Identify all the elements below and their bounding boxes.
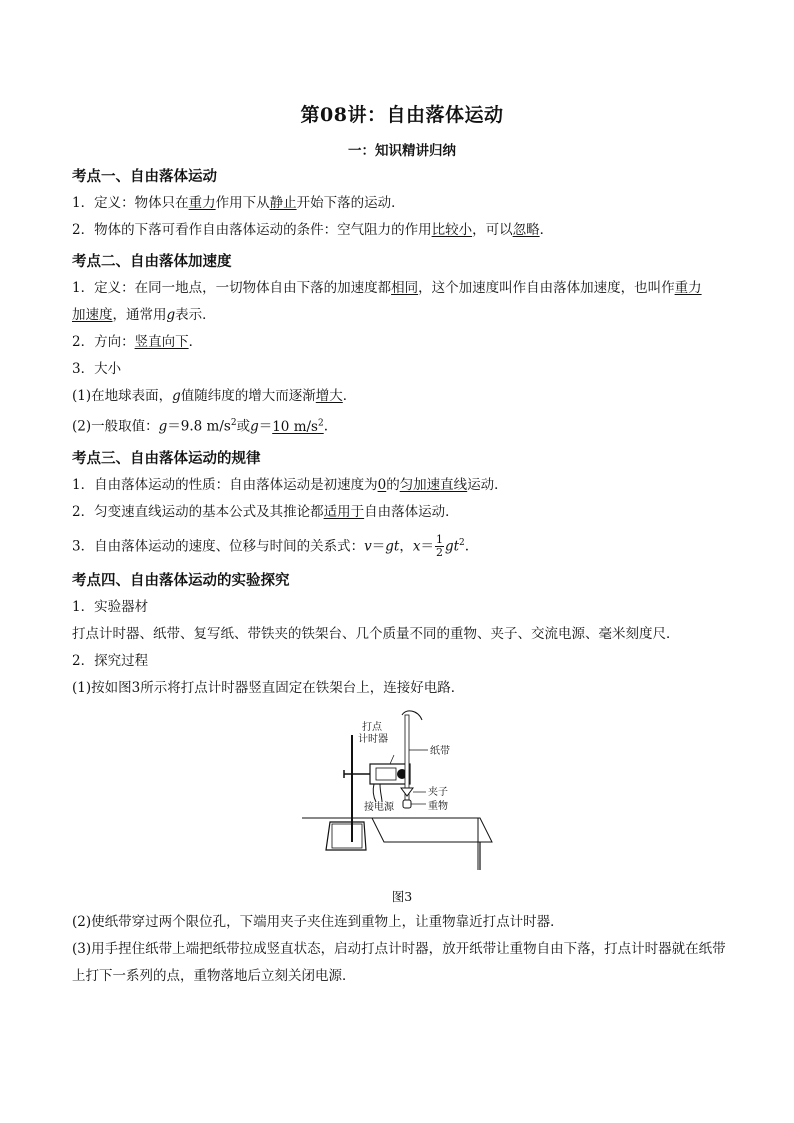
- k3-line-3: 3．自由落体运动的速度、位移与时间的关系式：v＝gt，x＝ $\frac{1}{2}$ $gt^2$.: [72, 533, 470, 559]
- k4-line-1: 1．实验器材: [72, 599, 149, 615]
- k4-line-3: 2．探究过程: [72, 653, 149, 669]
- k2-line-4: (1)在地球表面，g值随纬度的增大而逐渐增大．: [72, 388, 357, 404]
- k4-line-6: (3)用手捏住纸带上端把纸带拉成竖直状态，启动打点计时器，放开纸带让重物自由下落，打点计时器就在纸带上打下一系列的点，重物落地后立刻关闭电源．: [72, 941, 726, 984]
- k4-line-2: 打点计时器、纸带、复写纸、带铁夹的铁架台、几个质量不同的重物、夹子、交流电源、毫米刻度尺．: [72, 626, 680, 642]
- section-heading-3: 考点三、自由落体运动的规律: [72, 450, 261, 467]
- experiment-apparatus-diagram: [302, 710, 502, 885]
- document-page: [72, 100, 732, 990]
- label-timer-2: 计时器: [358, 734, 388, 745]
- label-clip: 夹子: [428, 787, 448, 798]
- label-timer-1: 打点: [362, 722, 382, 733]
- k1-line-1: 1．定义：物体只在重力作用下从静止开始下落的运动．: [72, 195, 405, 211]
- k2-line-3: 3．大小: [72, 361, 122, 377]
- label-power: 接电源: [364, 802, 394, 813]
- power-wire: [373, 784, 376, 802]
- k2-line-1: 1．定义：在同一地点，一切物体自由下落的加速度都相同，这个加速度叫作自由落体加速度，也叫作重力 加速度，通常用g表示．: [72, 280, 702, 323]
- k2-line-2: 2．方向：竖直向下．: [72, 334, 203, 350]
- k2-line-5: (2)一般取值：g＝9.8 $m/s^2$或g＝10 $m/s^2$.: [72, 418, 328, 435]
- k4-line-5: (2)使纸带穿过两个限位孔，下端用夹子夹住连到重物上，让重物靠近打点计时器．: [72, 914, 564, 930]
- k3-line-2: 2．匀变速直线运动的基本公式及其推论都适用于自由落体运动．: [72, 503, 459, 520]
- section-heading-1: 考点一、自由落体运动: [72, 169, 217, 185]
- section-heading-2: 考点二、自由落体加速度: [72, 254, 232, 270]
- table-top: [372, 818, 492, 842]
- page-subtitle: 一：知识精讲归纳: [348, 143, 456, 159]
- k1-line-2: 2．物体的下落可看作自由落体运动的条件：空气阻力的作用比较小，可以忽略．: [72, 222, 554, 238]
- figure-caption: 图3: [391, 889, 413, 904]
- k4-line-4: (1)按如图3所示将打点计时器竖直固定在铁架台上，连接好电路．: [72, 680, 465, 696]
- k3-line-1: 1．自由落体运动的性质：自由落体运动是初速度为0的匀加速直线运动．: [72, 476, 508, 493]
- weight-icon: [403, 800, 411, 808]
- label-tape: 纸带: [430, 746, 450, 757]
- figure-3: [72, 710, 732, 905]
- clip-icon: [401, 788, 413, 796]
- label-weight: 重物: [428, 801, 448, 812]
- page-title: 第08讲：自由落体运动: [300, 104, 504, 126]
- section-heading-4: 考点四、自由落体运动的实验探究: [72, 573, 290, 589]
- fraction-one-half: $\frac{1}{2}$: [435, 533, 443, 559]
